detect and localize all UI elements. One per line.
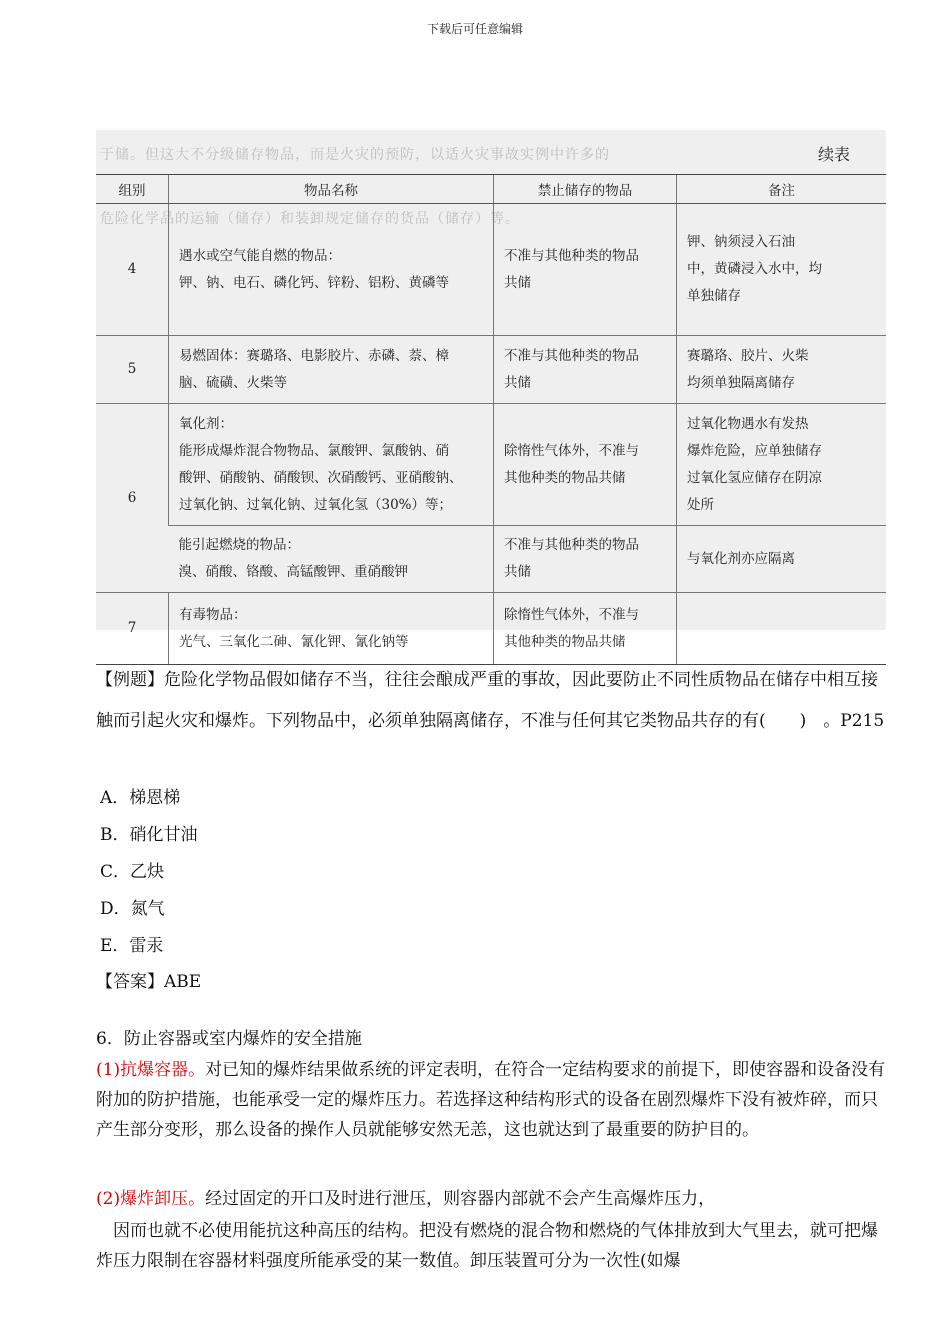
cell-item-name [169, 204, 494, 336]
cell-line: 赛璐珞、胶片、火柴 [687, 347, 809, 364]
cell-forbidden [494, 404, 677, 526]
cell-line: 均须单独隔离储存 [687, 374, 795, 391]
cell-line: 过氧化氢应储存在阴凉 [687, 469, 822, 486]
cell-item-name [169, 336, 494, 404]
paragraph-heading: (2)爆炸卸压。 [96, 1189, 206, 1209]
cell-line: 溴、硝酸、铬酸、高锰酸钾、重硝酸钾 [178, 564, 408, 580]
answer: 【答案】ABE [96, 972, 202, 992]
cell-line: 能引起燃烧的物品： [178, 537, 300, 553]
cell-line: 共储 [504, 274, 531, 291]
cell-line: 不准与其他种类的物品 [504, 247, 639, 264]
header-forbidden: 禁止储存的物品 [494, 175, 677, 204]
paragraph-body: 因而也就不必使用能抗这种高压的结构。把没有燃烧的混合物和燃烧的气体排放到大气里去，就可把爆炸压力限制在容器材料强度所能承受的某一数值。卸压装置可分为一次性(如爆 [96, 1221, 878, 1271]
cell-group: 4 [96, 204, 169, 336]
table-row [96, 526, 886, 593]
cell-note [677, 336, 887, 404]
option-c: C．乙炔 [100, 862, 165, 882]
cell-forbidden [494, 336, 677, 404]
cell-line: 其他种类的物品共储 [504, 469, 626, 486]
table-row [96, 204, 886, 336]
cell-line: 其他种类的物品共储 [504, 633, 626, 650]
cell-line: 氧化剂： [179, 415, 233, 432]
bleed-through-text: 于储。但这大不分级储存物品，而是火灾的预防，以适火灾事故实例中许多的 [100, 147, 610, 163]
cell-item-name [169, 404, 494, 526]
cell-line: 过氧化钠、过氧化钠、过氧化氢（30%）等； [179, 496, 453, 513]
option-b: B．硝化甘油 [100, 825, 198, 845]
cell-line: 共储 [504, 564, 531, 580]
paragraph-body: 对已知的爆炸结果做系统的评定表明，在符合一定结构要求的前提下，即使容器和设备没有附加的防护措施，也能承受一定的爆炸压力。若选择这种结构形式的设备在剧烈爆炸下没有被炸碎，而只产生部分变形，那么设备的操作人员就能够安然无恙，这也就达到了最重要的防护目的。 [96, 1060, 886, 1140]
cell-line: 光气、三氧化二砷、氰化钾、氰化钠等 [179, 633, 409, 650]
cell-forbidden [494, 593, 677, 665]
cell-line: 钾、钠须浸入石油 [687, 234, 795, 250]
table-row [96, 593, 886, 665]
cell-line: 过氧化物遇水有发热 [687, 415, 809, 432]
paragraph-blast-resistant-vessel [96, 1055, 886, 1145]
cell-note [677, 204, 887, 336]
section-title: 6．防止容器或室内爆炸的安全措施 [96, 1029, 362, 1049]
cell-group: 6 [96, 404, 169, 593]
option-a: A．梯恩梯 [100, 788, 181, 808]
cell-note [677, 593, 887, 665]
storage-table [96, 174, 886, 665]
cell-item-name [169, 526, 494, 593]
cell-line: 遇水或空气能自燃的物品： [179, 247, 341, 264]
header-group: 组别 [96, 175, 169, 204]
cell-line: 不准与其他种类的物品 [504, 537, 639, 553]
table-row [96, 336, 886, 404]
cell-item-name [169, 593, 494, 665]
paragraph-continuation [96, 1216, 886, 1276]
option-d: D．氮气 [100, 899, 165, 919]
paragraph-heading: (1)抗爆容器。 [96, 1060, 206, 1080]
page-header-watermark: 下载后可任意编辑 [426, 22, 523, 36]
cell-line: 酸钾、硝酸钠、硝酸钡、次硝酸钙、亚硝酸钠、 [179, 469, 463, 486]
paragraph-body: 经过固定的开口及时进行泄压，则容器内部就不会产生高爆炸压力， [205, 1189, 716, 1209]
continued-label: 续表 [817, 145, 850, 164]
cell-group: 5 [96, 336, 169, 404]
cell-group: 7 [96, 593, 169, 665]
cell-line: 钾、钠、电石、磷化钙、锌粉、铝粉、黄磷等 [179, 274, 449, 291]
table-header-row [96, 175, 886, 204]
cell-line: 单独储存 [687, 288, 741, 304]
cell-line: 能形成爆炸混合物物品、氯酸钾、氯酸钠、硝 [179, 442, 449, 459]
cell-line: 易燃固体：赛璐珞、电影胶片、赤磷、萘、樟 [179, 347, 449, 364]
bleed-through-text: 危险化学品的运输（储存）和装卸规定储存的货品（储存）等。 [100, 211, 520, 227]
example-question: 【例题】危险化学物品假如储存不当，往往会酿成严重的事故，因此要防止不同性质物品在储存中相互接触而引起火灾和爆炸。下列物品中，必须单独隔离储存，不准与任何其它类物品共存的有( ) 。P215 [96, 670, 885, 731]
scanned-table-image [96, 130, 886, 650]
header-item-name: 物品名称 [169, 175, 494, 204]
option-e: E．雷汞 [100, 936, 164, 956]
paragraph-explosion-venting [96, 1184, 886, 1214]
table-row [96, 404, 886, 526]
cell-line: 除惰性气体外，不准与 [504, 442, 639, 459]
cell-forbidden [494, 526, 677, 593]
header-note: 备注 [677, 175, 887, 204]
cell-note [677, 526, 887, 593]
cell-line: 不准与其他种类的物品 [504, 347, 639, 364]
cell-forbidden [494, 204, 677, 336]
cell-line: 处所 [687, 496, 714, 513]
cell-note [677, 404, 887, 526]
cell-line: 有毒物品： [179, 606, 247, 623]
cell-line: 爆炸危险，应单独储存 [687, 442, 822, 459]
cell-line: 除惰性气体外，不准与 [504, 606, 639, 623]
cell-line: 中，黄磷浸入水中，均 [687, 261, 822, 277]
cell-line: 共储 [504, 374, 531, 391]
cell-line: 脑、硫磺、火柴等 [179, 374, 287, 391]
cell-line: 与氧化剂亦应隔离 [687, 550, 795, 567]
